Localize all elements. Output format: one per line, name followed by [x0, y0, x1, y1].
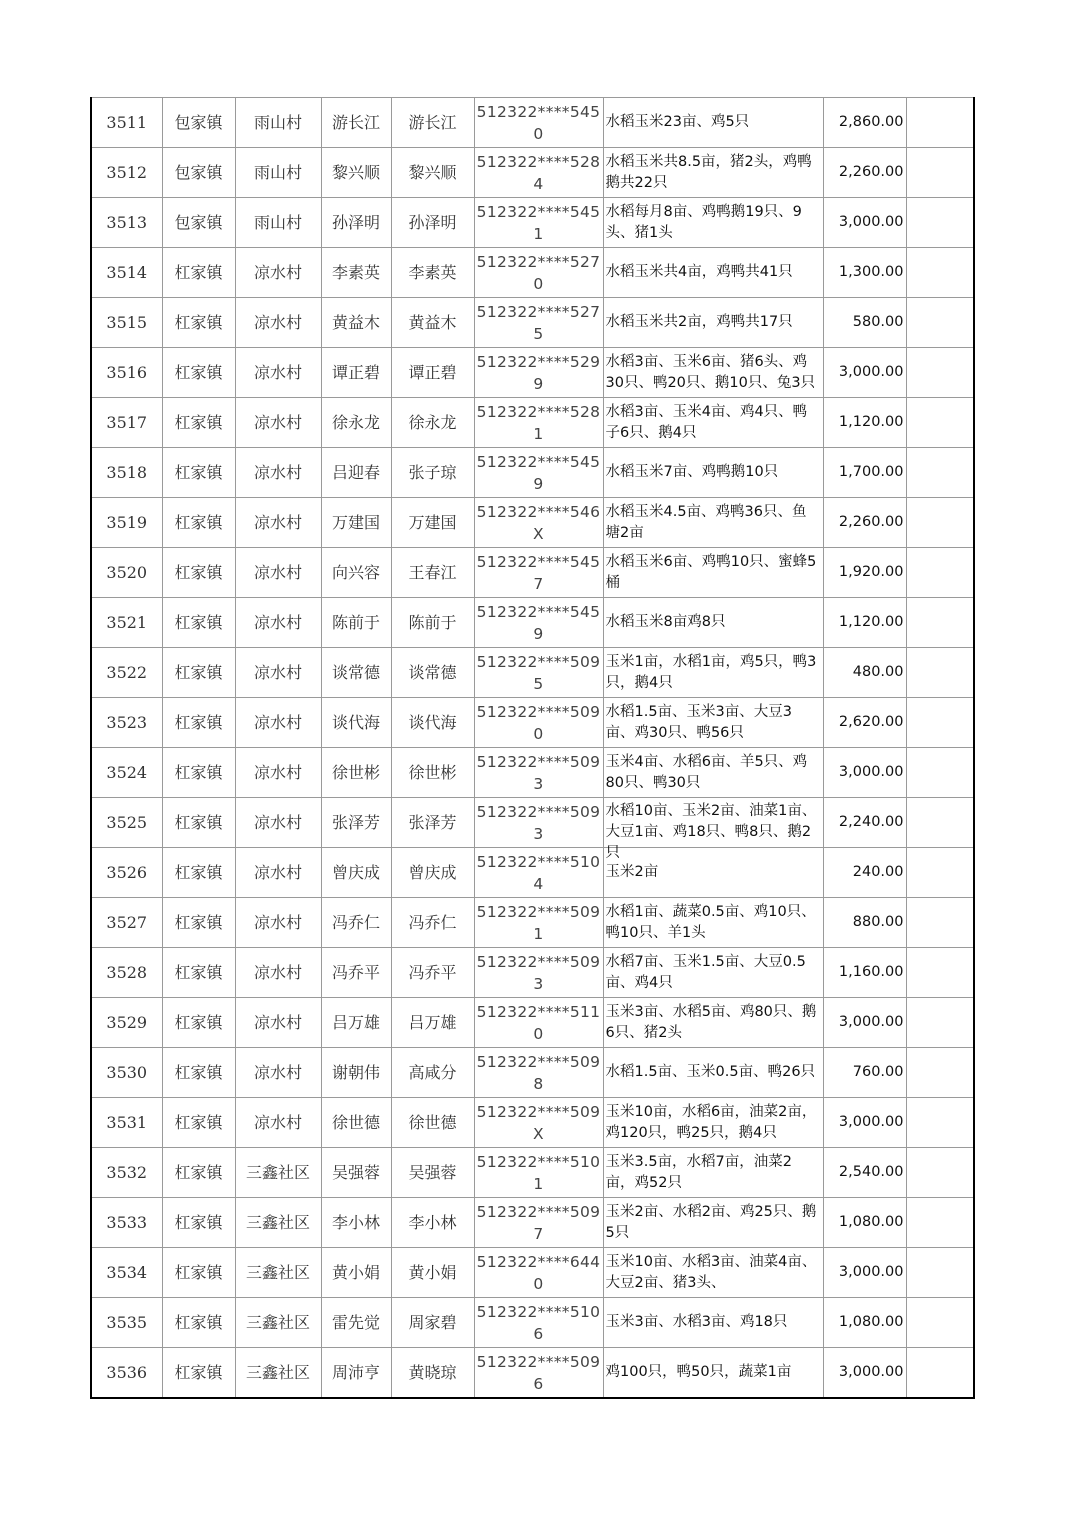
cell-seq: 3515	[91, 298, 162, 348]
cell-description	[603, 1048, 823, 1098]
description-text: 水稻玉米共4亩，鸡鸭共41只	[605, 264, 793, 280]
cell-name: 谈常德	[321, 648, 391, 698]
cell-village: 凉水村	[235, 998, 321, 1048]
cell-name: 冯乔仁	[321, 898, 391, 948]
cell-payee: 曾庆成	[391, 848, 474, 898]
cell-description	[603, 448, 823, 498]
cell-town: 杠家镇	[162, 1348, 235, 1399]
cell-amount: 3,000.00	[823, 1248, 906, 1298]
cell-note	[906, 1048, 974, 1098]
cell-payee: 吴强蓉	[391, 1148, 474, 1198]
cell-seq: 3536	[91, 1348, 162, 1399]
cell-seq: 3529	[91, 998, 162, 1048]
cell-amount: 1,120.00	[823, 598, 906, 648]
cell-note	[906, 798, 974, 848]
cell-note	[906, 1298, 974, 1348]
cell-seq: 3531	[91, 1098, 162, 1148]
cell-name: 吴强蓉	[321, 1148, 391, 1198]
cell-village: 三鑫社区	[235, 1348, 321, 1399]
cell-note	[906, 448, 974, 498]
description-text: 水稻玉米6亩、鸡鸭10只、蜜蜂5桶	[605, 553, 817, 591]
cell-town: 包家镇	[162, 98, 235, 148]
table-row	[91, 848, 974, 898]
cell-seq: 3517	[91, 398, 162, 448]
cell-town: 包家镇	[162, 148, 235, 198]
cell-village: 凉水村	[235, 698, 321, 748]
description-text: 水稻10亩、玉米2亩、油菜1亩、大豆1亩、鸡18只、鸭8只、鹅2只	[605, 802, 817, 861]
cell-seq: 3513	[91, 198, 162, 248]
cell-name: 黎兴顺	[321, 148, 391, 198]
cell-payee: 徐永龙	[391, 398, 474, 448]
cell-name: 谈代海	[321, 698, 391, 748]
description-text: 玉米3.5亩，水稻7亩，油菜2亩，鸡52只	[605, 1153, 793, 1191]
cell-village: 凉水村	[235, 248, 321, 298]
cell-note	[906, 298, 974, 348]
cell-amount: 2,260.00	[823, 148, 906, 198]
cell-amount: 2,540.00	[823, 1148, 906, 1198]
cell-village: 凉水村	[235, 298, 321, 348]
table-row	[91, 448, 974, 498]
cell-payee: 陈前于	[391, 598, 474, 648]
cell-amount: 1,080.00	[823, 1298, 906, 1348]
cell-amount: 3,000.00	[823, 1098, 906, 1148]
table-row	[91, 948, 974, 998]
cell-name: 冯乔平	[321, 948, 391, 998]
cell-name: 吕迎春	[321, 448, 391, 498]
cell-payee: 徐世彬	[391, 748, 474, 798]
description-text: 玉米4亩、水稻6亩、羊5只、鸡80只、鸭30只	[605, 753, 808, 791]
description-text: 水稻玉米共8.5亩，猪2头，鸡鸭鹅共22只	[605, 153, 812, 191]
cell-name: 曾庆成	[321, 848, 391, 898]
cell-id-number: 512322****5450	[474, 98, 603, 148]
cell-village: 凉水村	[235, 448, 321, 498]
cell-amount: 1,300.00	[823, 248, 906, 298]
cell-id-number: 512322****6440	[474, 1248, 603, 1298]
table-row	[91, 1348, 974, 1399]
cell-village: 凉水村	[235, 548, 321, 598]
cell-name: 徐永龙	[321, 398, 391, 448]
table-row	[91, 348, 974, 398]
cell-payee: 谈代海	[391, 698, 474, 748]
cell-description	[603, 398, 823, 448]
cell-town: 杠家镇	[162, 248, 235, 298]
cell-town: 杠家镇	[162, 598, 235, 648]
description-text: 玉米3亩、水稻5亩、鸡80只、鹅6只、猪2头	[605, 1003, 817, 1041]
table-row	[91, 1298, 974, 1348]
cell-name: 李小林	[321, 1198, 391, 1248]
cell-payee: 王春江	[391, 548, 474, 598]
cell-id-number: 512322****5299	[474, 348, 603, 398]
cell-note	[906, 498, 974, 548]
description-text: 玉米10亩，水稻6亩，油菜2亩，鸡120只，鸭25只，鹅4只	[605, 1103, 817, 1141]
cell-seq: 3521	[91, 598, 162, 648]
table-row	[91, 98, 974, 148]
cell-id-number: 512322****5101	[474, 1148, 603, 1198]
cell-name: 谢朝伟	[321, 1048, 391, 1098]
cell-amount: 1,920.00	[823, 548, 906, 598]
cell-description	[603, 248, 823, 298]
cell-id-number: 512322****5459	[474, 598, 603, 648]
description-text: 水稻3亩、玉米6亩、猪6头、鸡30只、鸭20只、鹅10只、兔3只	[605, 353, 816, 391]
description-text: 水稻玉米7亩、鸡鸭鹅10只	[605, 464, 779, 480]
cell-note	[906, 198, 974, 248]
cell-note	[906, 1148, 974, 1198]
cell-payee: 谈常德	[391, 648, 474, 698]
cell-description	[603, 548, 823, 598]
table-row	[91, 698, 974, 748]
cell-name: 万建国	[321, 498, 391, 548]
cell-town: 杠家镇	[162, 448, 235, 498]
description-text: 水稻每月8亩、鸡鸭鹅19只、9头、猪1头	[605, 203, 802, 241]
cell-town: 杠家镇	[162, 1298, 235, 1348]
cell-payee: 万建国	[391, 498, 474, 548]
cell-seq: 3530	[91, 1048, 162, 1098]
cell-id-number: 512322****546X	[474, 498, 603, 548]
cell-note	[906, 348, 974, 398]
table-row	[91, 148, 974, 198]
cell-note	[906, 1198, 974, 1248]
cell-description	[603, 948, 823, 998]
cell-description	[603, 1098, 823, 1148]
cell-town: 杠家镇	[162, 648, 235, 698]
cell-note	[906, 998, 974, 1048]
cell-id-number: 512322****5098	[474, 1048, 603, 1098]
cell-id-number: 512322****5093	[474, 798, 603, 848]
table-row	[91, 748, 974, 798]
cell-payee: 冯乔平	[391, 948, 474, 998]
description-text: 玉米1亩，水稻1亩，鸡5只，鸭3只，鹅4只	[605, 653, 817, 691]
cell-amount: 240.00	[823, 848, 906, 898]
cell-description	[603, 148, 823, 198]
subsidy-table	[90, 97, 975, 1399]
table-row	[91, 998, 974, 1048]
cell-id-number: 512322****5104	[474, 848, 603, 898]
cell-description	[603, 848, 823, 898]
cell-seq: 3511	[91, 98, 162, 148]
cell-town: 包家镇	[162, 198, 235, 248]
cell-town: 杠家镇	[162, 798, 235, 848]
cell-amount: 760.00	[823, 1048, 906, 1098]
cell-description	[603, 998, 823, 1048]
cell-amount: 2,240.00	[823, 798, 906, 848]
cell-note	[906, 98, 974, 148]
cell-village: 三鑫社区	[235, 1298, 321, 1348]
cell-note	[906, 148, 974, 198]
table-row	[91, 1198, 974, 1248]
cell-note	[906, 1248, 974, 1298]
cell-description	[603, 698, 823, 748]
cell-town: 杠家镇	[162, 1048, 235, 1098]
cell-seq: 3535	[91, 1298, 162, 1348]
cell-description	[603, 1298, 823, 1348]
cell-amount: 1,120.00	[823, 398, 906, 448]
cell-id-number: 512322****5096	[474, 1348, 603, 1399]
cell-payee: 孙泽明	[391, 198, 474, 248]
cell-seq: 3525	[91, 798, 162, 848]
cell-payee: 黎兴顺	[391, 148, 474, 198]
description-text: 水稻3亩、玉米4亩、鸡4只、鸭子6只、鹅4只	[605, 403, 808, 441]
table-row	[91, 1098, 974, 1148]
cell-village: 三鑫社区	[235, 1248, 321, 1298]
cell-seq: 3516	[91, 348, 162, 398]
cell-id-number: 512322****5110	[474, 998, 603, 1048]
cell-name: 黄小娟	[321, 1248, 391, 1298]
cell-description	[603, 1348, 823, 1399]
cell-note	[906, 398, 974, 448]
table-row	[91, 648, 974, 698]
table-row	[91, 1248, 974, 1298]
cell-description	[603, 898, 823, 948]
cell-id-number: 512322****5093	[474, 748, 603, 798]
cell-amount: 1,080.00	[823, 1198, 906, 1248]
cell-seq: 3524	[91, 748, 162, 798]
cell-payee: 张泽芳	[391, 798, 474, 848]
cell-village: 凉水村	[235, 898, 321, 948]
cell-description	[603, 348, 823, 398]
cell-seq: 3520	[91, 548, 162, 598]
cell-amount: 3,000.00	[823, 748, 906, 798]
cell-amount: 3,000.00	[823, 348, 906, 398]
cell-town: 杠家镇	[162, 1098, 235, 1148]
description-text: 水稻玉米8亩鸡8只	[605, 614, 726, 630]
table-body	[91, 98, 974, 1399]
cell-seq: 3534	[91, 1248, 162, 1298]
cell-seq: 3527	[91, 898, 162, 948]
cell-name: 黄益木	[321, 298, 391, 348]
cell-village: 三鑫社区	[235, 1148, 321, 1198]
table-row	[91, 1048, 974, 1098]
cell-id-number: 512322****5106	[474, 1298, 603, 1348]
table-row	[91, 298, 974, 348]
table-row	[91, 398, 974, 448]
cell-id-number: 512322****5451	[474, 198, 603, 248]
cell-note	[906, 248, 974, 298]
cell-seq: 3533	[91, 1198, 162, 1248]
cell-id-number: 512322****5095	[474, 648, 603, 698]
cell-description	[603, 498, 823, 548]
cell-name: 周沛亨	[321, 1348, 391, 1399]
cell-village: 凉水村	[235, 348, 321, 398]
cell-town: 杠家镇	[162, 698, 235, 748]
cell-payee: 徐世德	[391, 1098, 474, 1148]
cell-payee: 高咸分	[391, 1048, 474, 1098]
cell-name: 李素英	[321, 248, 391, 298]
cell-village: 雨山村	[235, 98, 321, 148]
cell-town: 杠家镇	[162, 748, 235, 798]
cell-amount: 3,000.00	[823, 1348, 906, 1399]
description-text: 水稻7亩、玉米1.5亩、大豆0.5亩、鸡4只	[605, 953, 806, 991]
cell-village: 凉水村	[235, 398, 321, 448]
cell-note	[906, 1098, 974, 1148]
cell-amount: 1,700.00	[823, 448, 906, 498]
cell-id-number: 512322****5459	[474, 448, 603, 498]
cell-name: 吕万雄	[321, 998, 391, 1048]
cell-description	[603, 648, 823, 698]
cell-seq: 3518	[91, 448, 162, 498]
cell-name: 向兴容	[321, 548, 391, 598]
cell-town: 杠家镇	[162, 1248, 235, 1298]
cell-town: 杠家镇	[162, 948, 235, 998]
cell-payee: 周家碧	[391, 1298, 474, 1348]
cell-note	[906, 1348, 974, 1399]
cell-seq: 3532	[91, 1148, 162, 1198]
description-text: 玉米10亩、水稻3亩、油菜4亩、大豆2亩、猪3头、	[605, 1253, 817, 1291]
cell-id-number: 512322****5270	[474, 248, 603, 298]
cell-amount: 1,160.00	[823, 948, 906, 998]
cell-seq: 3512	[91, 148, 162, 198]
cell-village: 雨山村	[235, 148, 321, 198]
cell-name: 游长江	[321, 98, 391, 148]
cell-description	[603, 598, 823, 648]
cell-note	[906, 648, 974, 698]
cell-town: 杠家镇	[162, 548, 235, 598]
cell-name: 孙泽明	[321, 198, 391, 248]
cell-name: 雷先觉	[321, 1298, 391, 1348]
cell-amount: 880.00	[823, 898, 906, 948]
cell-town: 杠家镇	[162, 298, 235, 348]
cell-payee: 游长江	[391, 98, 474, 148]
description-text: 水稻1亩、蔬菜0.5亩、鸡10只、鸭10只、羊1头	[605, 903, 816, 941]
cell-payee: 冯乔仁	[391, 898, 474, 948]
cell-village: 凉水村	[235, 498, 321, 548]
cell-id-number: 512322****5275	[474, 298, 603, 348]
cell-town: 杠家镇	[162, 1198, 235, 1248]
cell-seq: 3528	[91, 948, 162, 998]
cell-description	[603, 98, 823, 148]
cell-amount: 2,260.00	[823, 498, 906, 548]
cell-note	[906, 898, 974, 948]
cell-description	[603, 748, 823, 798]
cell-town: 杠家镇	[162, 998, 235, 1048]
description-text: 水稻玉米4.5亩、鸡鸭36只、鱼塘2亩	[605, 503, 807, 541]
cell-name: 徐世彬	[321, 748, 391, 798]
cell-id-number: 512322****5281	[474, 398, 603, 448]
cell-town: 杠家镇	[162, 398, 235, 448]
cell-amount: 480.00	[823, 648, 906, 698]
description-text: 玉米3亩、水稻3亩、鸡18只	[605, 1314, 788, 1330]
cell-amount: 2,860.00	[823, 98, 906, 148]
cell-town: 杠家镇	[162, 498, 235, 548]
cell-description	[603, 1148, 823, 1198]
description-text: 鸡100只，鸭50只，蔬菜1亩	[605, 1364, 792, 1380]
table-row	[91, 598, 974, 648]
cell-village: 凉水村	[235, 798, 321, 848]
table-row	[91, 1148, 974, 1198]
table-row	[91, 898, 974, 948]
cell-seq: 3519	[91, 498, 162, 548]
cell-description	[603, 798, 823, 861]
cell-id-number: 512322****5090	[474, 698, 603, 748]
cell-seq: 3514	[91, 248, 162, 298]
table-row	[91, 498, 974, 548]
cell-note	[906, 748, 974, 798]
cell-note	[906, 548, 974, 598]
cell-id-number: 512322****5091	[474, 898, 603, 948]
cell-village: 凉水村	[235, 1098, 321, 1148]
cell-seq: 3523	[91, 698, 162, 748]
cell-note	[906, 598, 974, 648]
cell-village: 凉水村	[235, 648, 321, 698]
description-text: 水稻1.5亩、玉米0.5亩、鸭26只	[605, 1064, 816, 1080]
cell-payee: 谭正碧	[391, 348, 474, 398]
description-text: 水稻玉米23亩、鸡5只	[605, 114, 750, 130]
cell-village: 凉水村	[235, 1048, 321, 1098]
cell-description	[603, 1198, 823, 1248]
cell-village: 凉水村	[235, 748, 321, 798]
cell-payee: 黄晓琼	[391, 1348, 474, 1399]
cell-note	[906, 948, 974, 998]
cell-amount: 580.00	[823, 298, 906, 348]
cell-seq: 3522	[91, 648, 162, 698]
cell-id-number: 512322****509X	[474, 1098, 603, 1148]
description-text: 水稻玉米共2亩，鸡鸭共17只	[605, 314, 793, 330]
cell-payee: 李小林	[391, 1198, 474, 1248]
cell-village: 雨山村	[235, 198, 321, 248]
table-row	[91, 798, 974, 848]
cell-payee: 吕万雄	[391, 998, 474, 1048]
cell-village: 三鑫社区	[235, 1198, 321, 1248]
cell-id-number: 512322****5284	[474, 148, 603, 198]
table-row	[91, 248, 974, 298]
cell-town: 杠家镇	[162, 348, 235, 398]
cell-name: 陈前于	[321, 598, 391, 648]
cell-payee: 黄小娟	[391, 1248, 474, 1298]
cell-name: 徐世德	[321, 1098, 391, 1148]
cell-amount: 3,000.00	[823, 998, 906, 1048]
cell-amount: 3,000.00	[823, 198, 906, 248]
table-row	[91, 548, 974, 598]
cell-description	[603, 298, 823, 348]
cell-note	[906, 848, 974, 898]
description-text: 玉米2亩、水稻2亩、鸡25只、鹅5只	[605, 1203, 817, 1241]
cell-seq: 3526	[91, 848, 162, 898]
cell-town: 杠家镇	[162, 848, 235, 898]
cell-description	[603, 198, 823, 248]
cell-note	[906, 698, 974, 748]
cell-description	[603, 1248, 823, 1298]
cell-amount: 2,620.00	[823, 698, 906, 748]
cell-payee: 张子琼	[391, 448, 474, 498]
cell-name: 谭正碧	[321, 348, 391, 398]
cell-village: 凉水村	[235, 948, 321, 998]
cell-village: 凉水村	[235, 848, 321, 898]
description-text: 水稻1.5亩、玉米3亩、大豆3亩、鸡30只、鸭56只	[605, 703, 793, 741]
cell-payee: 李素英	[391, 248, 474, 298]
table-row	[91, 198, 974, 248]
cell-village: 凉水村	[235, 598, 321, 648]
cell-id-number: 512322****5093	[474, 948, 603, 998]
cell-town: 杠家镇	[162, 898, 235, 948]
cell-payee: 黄益木	[391, 298, 474, 348]
cell-name: 张泽芳	[321, 798, 391, 848]
cell-town: 杠家镇	[162, 1148, 235, 1198]
description-text: 玉米2亩	[605, 864, 659, 880]
cell-id-number: 512322****5097	[474, 1198, 603, 1248]
cell-id-number: 512322****5457	[474, 548, 603, 598]
